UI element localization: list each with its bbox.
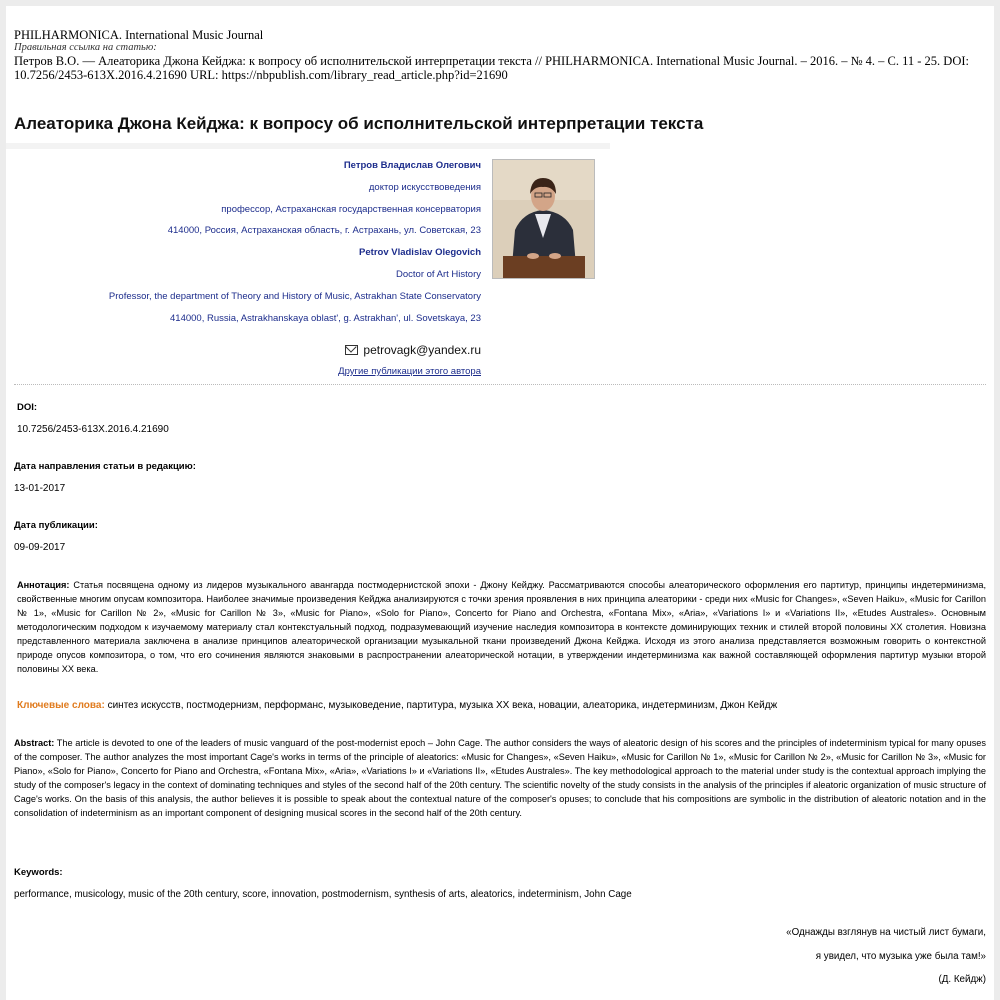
- author-email[interactable]: [345, 343, 481, 357]
- envelope-icon: [345, 345, 358, 355]
- author-photo-image: [493, 160, 594, 278]
- keywords-ru-label: Ключевые слова:: [17, 700, 105, 711]
- submitted-label: Дата направления статьи в редакцию:: [14, 461, 196, 472]
- author-position-ru: профессор, Астраханская государственная консерватория: [221, 203, 481, 215]
- citation-text: Петров В.О. — Алеаторика Джона Кейджа: к вопросу об исполнительской интерпретации текста // PHILHARMONICA. International Music Journal. – 2016. – № 4. – С. 11 - 25. DOI: 10.7256/2453-613X.2016.4.21690 URL: https://nbpublish.com/library_read_article.php?id=21690: [14, 54, 969, 82]
- doi-label: DOI:: [17, 402, 38, 413]
- submitted-value: 13-01-2017: [14, 483, 66, 494]
- author-degree-ru: доктор искусствоведения: [368, 181, 481, 193]
- abstract-label: Abstract:: [14, 738, 55, 748]
- published-value: 09-09-2017: [14, 542, 66, 553]
- author-email-text[interactable]: petrovagk@yandex.ru: [363, 343, 481, 357]
- author-address-en: 414000, Russia, Astrakhanskaya oblast', g. Astrakhan', ul. Sovetskaya, 23: [170, 312, 481, 324]
- doi-value: 10.7256/2453-613X.2016.4.21690: [17, 424, 169, 435]
- other-publications-link[interactable]: Другие публикации этого автора: [338, 366, 481, 377]
- abstract-block: [14, 736, 986, 820]
- article-page: [6, 6, 994, 1000]
- published-label: Дата публикации:: [14, 520, 98, 531]
- author-address-ru: 414000, Россия, Астраханская область, г. Астрахань, ул. Советская, 23: [167, 225, 481, 237]
- keywords-ru-block: [17, 699, 986, 713]
- journal-name: PHILHARMONICA. International Music Journal: [14, 28, 264, 42]
- author-position-en: Professor, the department of Theory and History of Music, Astrakhan State Conservatory: [108, 290, 481, 302]
- author-details: [109, 159, 481, 333]
- article-title: Алеаторика Джона Кейджа: к вопросу об исполнительской интерпретации текста: [14, 114, 704, 133]
- abstract-text: The article is devoted to one of the leaders of music vanguard of the post-modernist epoch – John Cage. The author considers the ways of aleatoric design of his scores and the principles of indeterminism typical for many opuses of the composer. The author analyzes the most important Cage's works in terms of the principle of aleatorics: «Music for Changes», «Seven Haiku», «Music for Carillon № 1», «Music for Carillon № 2», «Music for Carillon № 3», «Music for Piano», «Solo for Piano», Concerto for Piano and Orchestra, «Fontana Mix», «Aria», «Variations I» и «Variations II», «Etudes Australes». The key methodological approach to the material under study is the contextual approach implying the study of the composer's legacy in the context of dominating techniques and styles of the second half of the 20th century. The scientific novelty of the study consists in the analysis of the principles if aleatoric organization of music structure of Cage's works. On the basis of this analysis, the author believes it is possible to speak about the contextual nature of the composer's opuses; to conclude that his compositions are symbolic in the distribution of aleatoric notation and in the consolidation of indeterminism as an important component of designing musical scores in the second half of the 20th century.: [14, 738, 986, 818]
- author-name-ru: Петров Владислав Олегович: [343, 160, 481, 171]
- author-degree-en: Doctor of Art History: [396, 268, 481, 280]
- author-name-en: Petrov Vladislav Olegovich: [359, 247, 481, 259]
- annotation-text: Статья посвящена одному из лидеров музыкального авангарда постмодернистской эпохи - Джону Кейджу. Рассматриваются способы алеаторического оформления его партитур, принципы индетерминизма, свойственные многим опусам композитора. Наиболее значимые произведения Кейджа анализируются с точки зрения проявления в них принципа алеаторики - среди них «Music for Changes», «Seven Haiku», «Music for Carillon № 1», «Music for Carillon № 2», «Music for Carillon № 3», «Music for Piano», «Solo for Piano», Concerto for Piano and Orchestra, «Fontana Mix», «Aria», «Variations I» и «Variations II», «Etudes Australes». Основным методологическим подходом к изучаемому материалу стал контекстуальный подход, подразумевающий изучение наследия композитора в контексте доминирующих техник и стилей второй половины XX столетия. Новизна представленного материала заключена в анализе принципов алеаторической организации музыкальной ткани произведений Джона Кейджа. Исходя из этого анализа представляется возможным говорить о контекстной природе опусов композитора, о том, что его сочинения являются знаковыми в распространении алеаторической нотации, в утверждении индетерминизма как важной составляющей оформления партитур музыки второй половины XX века.: [17, 580, 986, 674]
- epigraph-attribution: (Д. Кейдж): [938, 974, 986, 985]
- author-photo: [492, 159, 595, 279]
- citation-label: Правильная ссылка на статью:: [14, 42, 157, 53]
- epigraph-line-1: «Однажды взглянув на чистый лист бумаги,: [786, 927, 986, 938]
- keywords-en-label: Keywords:: [14, 867, 63, 878]
- keywords-ru-text: синтез искусств, постмодернизм, перформанс, музыковедение, партитура, музыка XX века, новации, алеаторика, индетерминизм, Джон Кейдж: [107, 700, 778, 711]
- annotation-label: Аннотация:: [17, 580, 70, 590]
- author-box: [6, 143, 610, 383]
- keywords-en-text: performance, musicology, music of the 20th century, score, innovation, postmodernism, synthesis of arts, aleatorics, indeterminism, John Cage: [14, 889, 632, 900]
- section-divider: [14, 384, 986, 385]
- epigraph-line-2: я увидел, что музыка уже была там!»: [815, 951, 986, 962]
- annotation-block: [17, 578, 986, 676]
